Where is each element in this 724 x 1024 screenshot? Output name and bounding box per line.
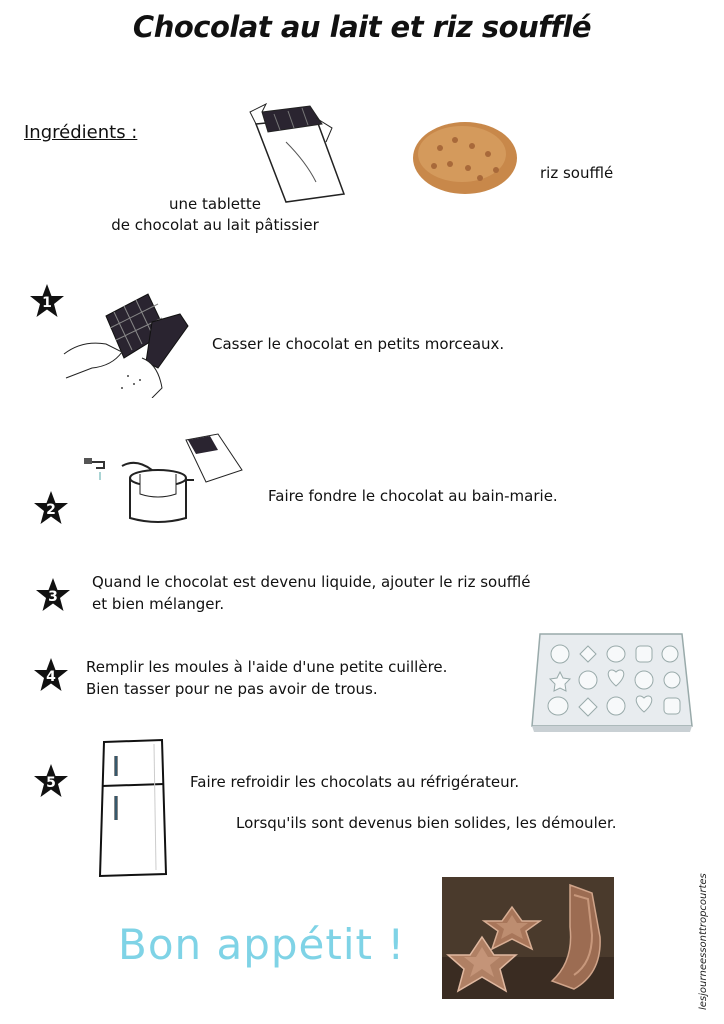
step-1-number: 1 [42,295,52,311]
chocolate-line2: de chocolat au lait pâtissier [111,216,319,234]
bain-marie-image [82,430,252,526]
step-4-text [86,656,447,700]
step-3-star-icon [34,577,72,615]
chocolate-mould-image [530,630,694,734]
step-4-star-icon [32,657,70,695]
step-5-line2: Lorsqu'ils sont devenus bien solides, les démouler. [236,814,617,832]
refrigerator-image [96,738,172,878]
puffed-rice-image [410,118,520,198]
finished-chocolates-photo [442,877,614,999]
step-4-line2: Bien tasser pour ne pas avoir de trous. [86,680,378,698]
step-2-text: Faire fondre le chocolat au bain-marie. [268,487,558,505]
chocolate-line1: une tablette [169,195,261,213]
bon-appetit-text: Bon appétit ! [118,920,406,969]
step-3-number: 3 [48,589,58,605]
step-3-line1: Quand le chocolat est devenu liquide, ajouter le riz soufflé [92,573,531,591]
step-1-text: Casser le chocolat en petits morceaux. [212,335,505,353]
author-credit [694,860,712,1010]
rice-ingredient: riz soufflé [540,164,614,182]
step-2-star-icon [32,490,70,528]
recipe-title: Chocolat au lait et riz soufflé [132,10,592,44]
step-4-number: 4 [46,669,56,685]
step-4-line1: Remplir les moules à l'aide d'une petite cuillère. [86,658,448,676]
step-1-star-icon [28,283,66,321]
chocolate-ingredient [90,194,340,236]
step-5-line1: Faire refroidir les chocolats au réfrigérateur. [190,773,520,791]
step-5-star-icon [32,763,70,801]
author-credit-text: lesjourneessonttropcourtes [698,873,709,1010]
step-5-number: 5 [46,775,56,791]
step-3-line2: et bien mélanger. [92,595,225,613]
step-3-text [92,571,530,615]
hands-breaking-chocolate-image [62,292,194,398]
step-2-number: 2 [46,502,56,518]
chocolate-bar-image [246,102,354,208]
ingredients-label: Ingrédients : [24,122,138,143]
